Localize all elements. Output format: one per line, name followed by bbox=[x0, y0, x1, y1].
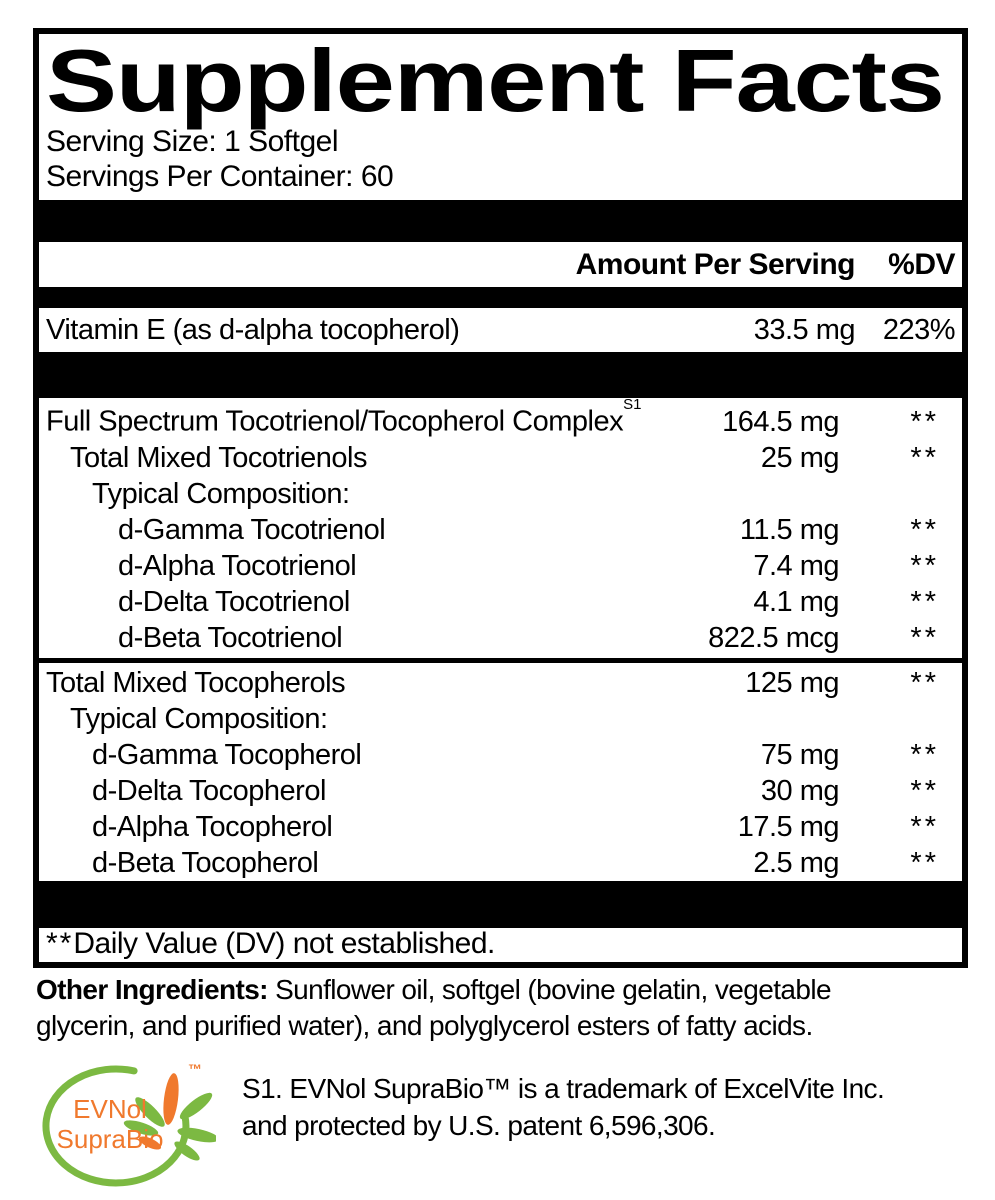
percent-dv-header: %DV bbox=[888, 247, 955, 281]
nutrient-row bbox=[46, 737, 955, 773]
orange-leaf-icon bbox=[161, 1072, 181, 1125]
other-ingredients-line2: glycerin, and purified water), and polyglycerol esters of fatty acids. bbox=[36, 1010, 813, 1041]
nutrient-name: Full Spectrum Tocotrienol/Tocopherol Complex$^{S1}$ bbox=[46, 396, 642, 438]
nutrient-amount: 75 mg bbox=[760, 738, 839, 771]
nutrient-row bbox=[46, 701, 955, 737]
nutrient-dv: ** bbox=[910, 405, 939, 438]
separator-bar-top bbox=[39, 200, 962, 242]
nutrient-name: Vitamin E (as d-alpha tocopherol) bbox=[46, 314, 460, 346]
tocopherols-section bbox=[46, 665, 955, 881]
trademark-footer bbox=[38, 1054, 884, 1189]
nutrient-dv: ** bbox=[910, 513, 939, 546]
nutrient-dv: 223% bbox=[882, 314, 955, 346]
separator-bar-mid bbox=[39, 352, 962, 398]
nutrient-row bbox=[46, 620, 955, 656]
footnote-asterisks: ** bbox=[46, 926, 74, 960]
other-ingredients-label: Other Ingredients: bbox=[36, 974, 268, 1005]
nutrient-amount: 30 mg bbox=[760, 774, 839, 807]
trademark-note bbox=[242, 1070, 884, 1144]
serving-size-line: Serving Size: 1 Softgel bbox=[46, 125, 339, 158]
column-header-row bbox=[46, 242, 955, 287]
nutrient-row bbox=[46, 308, 955, 352]
nutrient-row bbox=[46, 512, 955, 548]
nutrient-name: d-Alpha Tocopherol bbox=[92, 810, 333, 843]
nutrient-amount: 822.5 mcg bbox=[708, 621, 839, 654]
tocotrienol-complex-section bbox=[46, 398, 955, 656]
nutrient-name: Total Mixed Tocopherols bbox=[46, 666, 346, 699]
footnote-text: Daily Value (DV) not established. bbox=[73, 926, 495, 960]
nutrient-row bbox=[46, 548, 955, 584]
nutrient-row bbox=[46, 773, 955, 809]
nutrient-row bbox=[46, 584, 955, 620]
nutrient-name: d-Beta Tocotrienol bbox=[118, 621, 343, 654]
nutrient-dv: ** bbox=[910, 666, 939, 699]
servings-per-container-line: Servings Per Container: 60 bbox=[46, 160, 394, 193]
nutrient-dv: ** bbox=[910, 585, 939, 618]
section-divider-rule bbox=[39, 658, 962, 663]
nutrient-name: d-Gamma Tocopherol bbox=[92, 738, 362, 771]
nutrient-amount: 2.5 mg bbox=[753, 846, 839, 879]
supplement-facts-panel bbox=[33, 28, 968, 968]
footnote-reference: S1 bbox=[623, 396, 642, 413]
separator-bar-bottom bbox=[39, 881, 962, 928]
nutrient-name: Typical Composition: bbox=[70, 702, 328, 735]
nutrient-dv: ** bbox=[910, 846, 939, 879]
nutrient-row bbox=[46, 476, 955, 512]
other-ingredients-section bbox=[36, 972, 976, 1044]
nutrient-dv: ** bbox=[910, 549, 939, 582]
separator-bar-header bbox=[39, 287, 962, 308]
nutrient-amount: 7.4 mg bbox=[753, 549, 839, 582]
nutrient-amount: 25 mg bbox=[760, 441, 839, 474]
nutrient-amount: 17.5 mg bbox=[737, 810, 839, 843]
vitamin-e-section bbox=[46, 308, 955, 352]
nutrient-row bbox=[46, 845, 955, 881]
trademark-note-line2: and protected by U.S. patent 6,596,306. bbox=[242, 1110, 716, 1141]
evnol-suprabio-logo bbox=[38, 1054, 216, 1189]
other-ingredients-line1 bbox=[36, 972, 976, 1008]
nutrient-dv: ** bbox=[910, 441, 939, 474]
trademark-note-line1: S1. EVNol SupraBio™ is a trademark of ExcelVite Inc. bbox=[242, 1073, 885, 1104]
nutrient-row bbox=[46, 398, 955, 440]
nutrient-dv: ** bbox=[910, 810, 939, 843]
nutrient-dv: ** bbox=[910, 621, 939, 654]
nutrient-amount: 11.5 mg bbox=[739, 513, 839, 546]
nutrient-amount: 164.5 mg bbox=[722, 405, 839, 438]
nutrient-name: d-Gamma Tocotrienol bbox=[118, 513, 386, 546]
nutrient-name: Typical Composition: bbox=[92, 477, 350, 510]
logo-wordmark-line1: EVNol bbox=[73, 1094, 147, 1124]
other-ingredients-text1: Sunflower oil, softgel (bovine gelatin, vegetable bbox=[267, 974, 831, 1005]
nutrient-name: Total Mixed Tocotrienols bbox=[70, 441, 367, 474]
nutrient-amount: 33.5 mg bbox=[753, 314, 855, 346]
facts-panel-inner bbox=[39, 31, 962, 962]
logo-wordmark-line2: SupraBio bbox=[56, 1124, 164, 1154]
logo-trademark-symbol: ™ bbox=[188, 1061, 202, 1077]
nutrient-name: d-Delta Tocopherol bbox=[92, 774, 326, 807]
nutrient-row bbox=[46, 809, 955, 845]
nutrient-dv: ** bbox=[910, 774, 939, 807]
nutrient-name: d-Alpha Tocotrienol bbox=[118, 549, 357, 582]
nutrient-dv: ** bbox=[910, 738, 939, 771]
supplement-facts-title: Supplement Facts bbox=[46, 31, 944, 130]
green-leaf-icon bbox=[177, 1089, 216, 1123]
amount-per-serving-header: Amount Per Serving bbox=[575, 247, 855, 281]
nutrient-name: d-Delta Tocotrienol bbox=[118, 585, 350, 618]
nutrient-row bbox=[46, 665, 955, 701]
nutrient-row bbox=[46, 440, 955, 476]
nutrient-amount: 125 mg bbox=[745, 666, 839, 699]
nutrient-amount: 4.1 mg bbox=[753, 585, 839, 618]
daily-value-footnote bbox=[46, 928, 955, 962]
nutrient-name: d-Beta Tocopherol bbox=[92, 846, 319, 879]
